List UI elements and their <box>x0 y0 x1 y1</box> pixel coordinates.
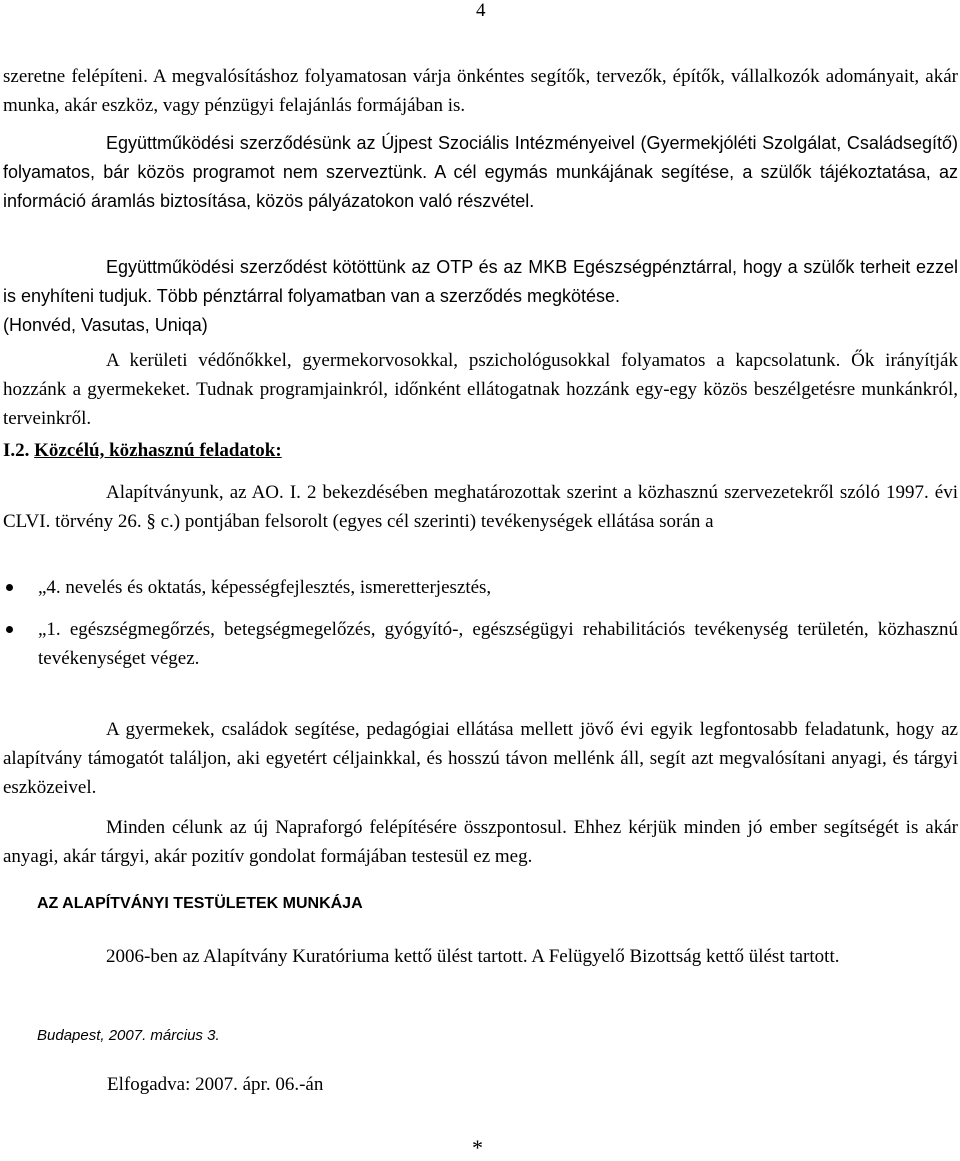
list-item <box>0 615 958 673</box>
paragraph-board-meetings: 2006-ben az Alapítvány Kuratóriuma kettő ülést tartott. A Felügyelő Bizottság kettő ülést tartott. <box>106 946 840 967</box>
paragraph-health-funds-list: (Honvéd, Vasutas, Uniqa) <box>3 315 208 335</box>
paragraph-future-goals: A gyermekek, családok segítése, pedagógiai ellátása mellett jövő évi egyik legfontosabb feladatunk, hogy az alapítvány támogatót találjon, aki egyetért céljainkkal, és hosszú távon mellénk áll, segít azt megvalósítani anyagi, és tárgyi eszközeivel. <box>3 719 958 798</box>
paragraph-cooperation-ujpest <box>3 129 958 216</box>
paragraph-cooperation-ujpest-part2: A cél egymás munkájának segítése, a szülők tájékoztatása, az információ áramlás biztosítása, közös pályázatokon való részvétel. <box>3 162 958 211</box>
paragraph-health-funds-text: Együttműködési szerződést kötöttünk az OTP és az MKB Egészségpénztárral, hogy a szülők terheit ezzel is enyhíteni tudjuk. Több pénztárral folyamatban van a szerződés megkötése. <box>3 257 958 306</box>
section-heading <box>3 440 282 462</box>
list-item-text: „1. egészségmegőrzés, betegségmegelőzés, gyógyító-, egészségügyi rehabilitációs tevékenység területén, közhasznú tevékenységet végez. <box>38 619 958 669</box>
board-heading: AZ ALAPÍTVÁNYI TESTÜLETEK MUNKÁJA <box>37 895 363 912</box>
list-item <box>0 573 958 602</box>
bullet-icon <box>6 626 13 633</box>
paragraph-napraforgo: Minden célunk az új Napraforgó felépítésére összpontosul. Ehhez kérjük minden jó ember segítségét is akár anyagi, akár tárgyi, akár pozitív gondolat formájában testesül ez meg. <box>3 817 958 867</box>
paragraph-volunteers: szeretne felépíteni. A megvalósításhoz folyamatosan várja önkéntes segítők, tervezők, építők, vállalkozók adományait, akár munka, akár eszköz, vagy pénzügyi felajánlás formájában is. <box>3 66 958 116</box>
paragraph-cooperation-ujpest-part1: Együttműködési szerződésünk az Újpest Szociális Intézményeivel (Gyermekjóléti Szolgálat, Családsegítő) folyamatos, bár közös programot nem szerveztünk. <box>3 133 958 182</box>
section-title: Közcélú, közhasznú feladatok: <box>34 440 282 461</box>
list-item-text: „4. nevelés és oktatás, képességfejlesztés, ismeretterjesztés, <box>38 577 492 598</box>
paragraph-section-intro: Alapítványunk, az AO. I. 2 bekezdésében meghatározottak szerint a közhasznú szervezetekről szóló 1997. évi CLVI. törvény 26. § c.) pontjában felsorolt (egyes cél szerinti) tevékenységek ellátása során a <box>3 482 958 532</box>
adopted-date: Elfogadva: 2007. ápr. 06.-án <box>107 1074 324 1095</box>
paragraph-health-funds <box>3 253 958 340</box>
footer-asterisk: * <box>472 1135 483 1160</box>
page-number: 4 <box>476 0 486 21</box>
bullet-icon <box>6 584 13 591</box>
section-number: I.2. <box>3 440 30 461</box>
place-date: Budapest, 2007. március 3. <box>37 1027 220 1044</box>
paragraph-health-visitors: A kerületi védőnőkkel, gyermekorvosokkal, pszichológusokkal folyamatos a kapcsolatunk. Ők irányítják hozzánk a gyermekeket. Tudnak programjainkról, időnként ellátogatnak hozzánk egy-egy közös beszélgetésre munkánkról, terveinkről. <box>3 350 958 429</box>
